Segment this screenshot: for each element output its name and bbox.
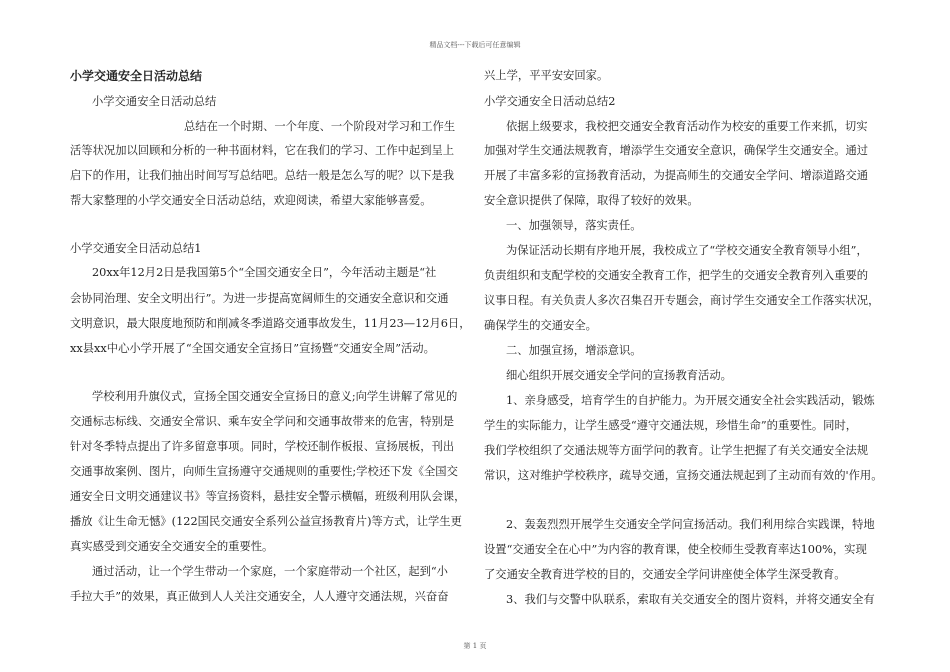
paragraph-line: 1、亲身感受，培育学生的自护能力。为开展交通安全社会实践活动，锻炼 bbox=[506, 394, 875, 407]
paragraph-line: 学校利用升旗仪式，宣扬全国交通安全宣扬日的意义;向学生讲解了常见的 bbox=[92, 390, 458, 403]
paragraph-line: 安全意识提供了保障，取得了较好的效果。 bbox=[484, 194, 699, 207]
paragraph-line: 我们学校组织了交通法规等方面学问的教育。让学生把握了有关交通安全法规 bbox=[484, 444, 869, 457]
paragraph-line: 学生的实际能力，让学生感受“遵守交通法规，珍惜生命”的重要性。同时， bbox=[484, 419, 858, 432]
paragraph-line: 针对冬季特点提出了许多留意事项。同时，学校还制作板报、宣扬展板，刊出 bbox=[70, 440, 455, 453]
page-number: 第 1 页 bbox=[463, 642, 487, 650]
paragraph-line: 交通事故案例、图片，向师生宣扬遵守交通规则的重要性;学校还下发《全国交 bbox=[70, 465, 458, 478]
paragraph-line: 开展了丰富多彩的宣扬教育活动，为提高师生的交通安全学问、增添道路交通 bbox=[484, 169, 869, 182]
paragraph-line: 文明意识，最大限度地预防和削减冬季道路交通事故发生，11月23—12月6日， bbox=[70, 317, 471, 330]
paragraph-line: 负责组织和支配学校的交通安全教育工作，把学生的交通安全教育列入重要的 bbox=[484, 269, 869, 282]
paragraph-line: 手拉大手”的效果，真正做到人人关注交通安全，人人遵守交通法规，兴奋奋 bbox=[70, 590, 449, 603]
paragraph-line: 总结在一个时期、一个年度、一个阶段对学习和工作生 bbox=[184, 120, 456, 133]
section-heading: 小学交通安全日活动总结1 bbox=[70, 242, 202, 255]
paragraph-line: 常识，这对维护学校秩序，疏导交通，宣扬交通法规起到了主动而有效的'作用。 bbox=[484, 469, 883, 482]
section-heading: 小学交通安全日活动总结2 bbox=[484, 95, 616, 108]
paragraph-line: 议事日程。有关负责人多次召集召开专题会，商讨学生交通安全工作落实状况， bbox=[484, 294, 880, 307]
paragraph-line: 细心组织开展交通安全学问的宣扬教育活动。 bbox=[506, 369, 732, 382]
paragraph-line: 为保证活动长期有序地开展，我校成立了“学校交通安全教育领导小组”， bbox=[506, 244, 868, 257]
document-title: 小学交通安全日活动总结 bbox=[70, 69, 203, 83]
subheading: 二、加强宣扬，增添意识。 bbox=[506, 344, 642, 357]
paragraph-line: 确保学生的交通安全。 bbox=[484, 319, 597, 332]
paragraph-line: 帮大家整理的小学交通安全日活动总结，欢迎阅读，希望大家能够喜爱。 bbox=[70, 194, 432, 207]
paragraph-line: 启下的作用，让我们抽出时间写写总结吧。总结一般是怎么写的呢？以下是我 bbox=[70, 169, 455, 182]
paragraph-line: 设置“交通安全在心中”为内容的教育课，使全校师生受教育率达100%，实现 bbox=[484, 543, 867, 556]
paragraph-line: 活等状况加以回顾和分析的一种书面材料，它在我们的学习、工作中起到呈上 bbox=[70, 144, 455, 157]
paragraph-line: 了交通安全教育进学校的目的，交通安全学问讲座使全体学生深受教育。 bbox=[484, 568, 846, 581]
page-header: 精品文档---下载后可任意编辑 bbox=[429, 41, 521, 49]
paragraph-line: 播放《让生命无憾》(122国民交通安全系列公益宣扬教育片)等方式，让学生更 bbox=[70, 515, 462, 528]
paragraph-line: 3、我们与交警中队联系，索取有关交通安全的图片资料，并将交通安全有 bbox=[506, 593, 875, 606]
paragraph-line: 通安全日文明交通建议书》等宣扬资料，悬挂安全警示横幅，班级利用队会课， bbox=[70, 490, 466, 503]
paragraph-line: 兴上学，平平安安回家。 bbox=[484, 69, 609, 82]
subheading: 一、加强领导，落实责任。 bbox=[506, 219, 642, 232]
paragraph-line: 依据上级要求，我校把交通安全教育活动作为校安的重要工作来抓，切实 bbox=[506, 120, 868, 133]
subtitle: 小学交通安全日活动总结 bbox=[92, 95, 217, 108]
paragraph-line: 真实感受到交通安全交通安全的重要性。 bbox=[70, 540, 274, 553]
paragraph-line: 会协同治理、安全文明出行”。为进一步提高宽阔师生的交通安全意识和交通 bbox=[70, 292, 449, 305]
paragraph-line: 20xx年12月2日是我国第5个“全国交通安全日”，今年活动主题是“社 bbox=[92, 266, 437, 279]
paragraph-line: 通过活动，让一个学生带动一个家庭，一个家庭带动一个社区，起到“小 bbox=[92, 565, 448, 578]
paragraph-line: 2、轰轰烈烈开展学生交通安全学问宣扬活动。我们利用综合实践课，特地 bbox=[506, 518, 875, 531]
paragraph-line: xx县xx中心小学开展了“全国交通安全宣扬日”宣扬暨“交通安全周”活动。 bbox=[70, 342, 435, 355]
paragraph-line: 交通标志标线、交通安全常识、乘车安全学问和交通事故带来的危害，特别是 bbox=[70, 415, 455, 428]
paragraph-line: 加强对学生交通法规教育，增添学生交通安全意识，确保学生交通安全。通过 bbox=[484, 144, 869, 157]
